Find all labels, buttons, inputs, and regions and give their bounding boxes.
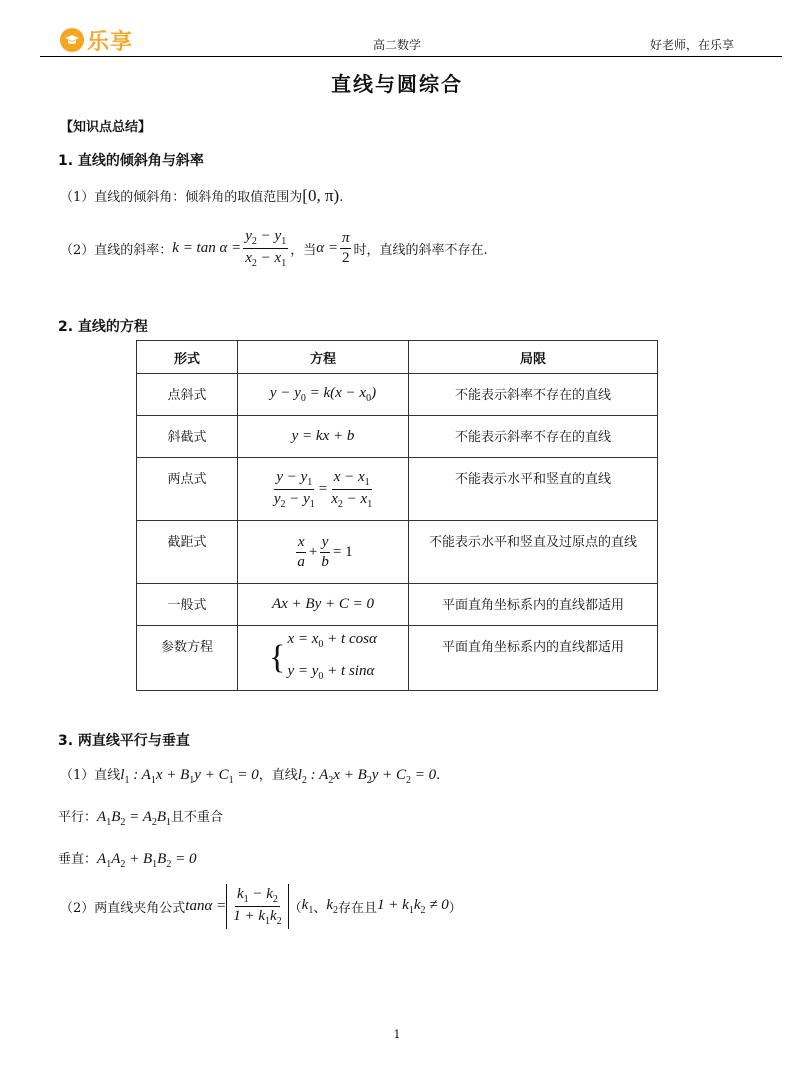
perpendicular-label: 垂直： <box>58 852 98 867</box>
row-equation: { $x = x_0 + t$ cosα $y = y_0 + t$ sinα <box>238 626 409 691</box>
header-equation: 方程 <box>238 341 409 374</box>
line-equation-table <box>136 340 658 691</box>
sec1-line2-post: 时，直线的斜率不存在. <box>353 243 488 258</box>
sec1-line2 <box>60 228 488 269</box>
alpha-eq: α = <box>316 240 338 256</box>
row-limitation: 不能表示水平和竖直及过原点的直线 <box>409 521 658 584</box>
row-limitation: 平面直角坐标系内的直线都适用 <box>409 584 658 626</box>
sec1-line1 <box>60 186 343 206</box>
table-row <box>137 584 658 626</box>
parallel-condition: 平行：$A_1B_2 = A_2B_1$且不重合 <box>58 809 224 828</box>
row-limitation: 不能表示斜率不存在的直线 <box>409 416 658 458</box>
table-row <box>137 416 658 458</box>
slope-formula-lhs: k = tan α = <box>172 240 242 256</box>
row-equation: $\frac{x}{a}$ + $\frac{y}{b}$ = 1 <box>238 521 409 584</box>
angle-formula-abs: $\frac{k_1 - k_2}{1 + k_1k_2}$ <box>226 884 288 929</box>
table-row <box>137 626 658 691</box>
sec3-line2-post: 存在且 <box>338 901 378 916</box>
sec3-line1: （1）直线$l_1$ : $A_1x + B_1y + C_1 = 0$，直线$l_2$ : $A_2x + B_2y + C_2 = 0$. <box>60 767 441 786</box>
row-equation: Ax + By + C = 0 <box>238 584 409 626</box>
range-formula: [0, π) <box>302 186 340 205</box>
row-form: 参数方程 <box>137 626 238 691</box>
row-equation: y = kx + b <box>238 416 409 458</box>
logo-text: 乐享 <box>87 29 134 55</box>
section1-heading: 1. 直线的倾斜角与斜率 <box>58 153 204 169</box>
row-form: 一般式 <box>137 584 238 626</box>
header-limitation: 局限 <box>409 341 658 374</box>
row-limitation: 不能表示水平和竖直的直线 <box>409 458 658 521</box>
sec1-line2-mid: ，当 <box>290 243 317 258</box>
sec3-line2: （2）两直线夹角公式 tanα = $\frac{k_1 - k_2}{1 + k_1k_2}$ （ $k_1$ 、 $k_2$ 存在且 $1 + k_1k_2 \ne 0$ ） <box>60 886 462 927</box>
row-form: 截距式 <box>137 521 238 584</box>
row-equation: $\frac{y - y_1}{y_2 - y_1}$ = $\frac{x - x_1}{x_2 - x_1}$ <box>238 458 409 521</box>
sec3-line2-end: ） <box>448 901 462 916</box>
sec3-line2-pre: （2）两直线夹角公式 <box>60 901 186 916</box>
perpendicular-condition: 垂直：$A_1A_2 + B_1B_2 = 0$ <box>58 851 197 870</box>
table-row <box>137 374 658 416</box>
parallel-post: 且不重合 <box>171 810 224 825</box>
summary-label: 【知识点总结】 <box>60 120 152 135</box>
header-subject: 高二数学 <box>372 38 421 52</box>
slope-fraction: $\frac{y_2 - y_1}{x_2 - x_1}$ <box>245 228 287 269</box>
row-equation: $y - y_0 = k(x - x_0)$ <box>238 374 409 416</box>
table-header-row <box>137 341 658 374</box>
page-title: 直线与圆综合 <box>331 72 463 96</box>
sec3-line1-mid: ，直线 <box>258 768 298 783</box>
row-form: 点斜式 <box>137 374 238 416</box>
page-header <box>0 0 794 58</box>
sec3-line2-sep: 、 <box>313 901 327 916</box>
header-form: 形式 <box>137 341 238 374</box>
page-number: 1 <box>393 1028 401 1041</box>
row-form: 斜截式 <box>137 416 238 458</box>
sec3-line1-pre: （1）直线 <box>60 768 121 783</box>
sec1-line2-pre: （2）直线的斜率： <box>60 243 173 258</box>
sec3-line1-end: . <box>436 768 441 783</box>
parallel-label: 平行： <box>58 810 98 825</box>
table-row <box>137 521 658 584</box>
sec1-line1-end: . <box>339 190 344 205</box>
row-limitation: 平面直角坐标系内的直线都适用 <box>409 626 658 691</box>
header-slogan: 好老师，在乐享 <box>649 38 734 52</box>
row-form: 两点式 <box>137 458 238 521</box>
header-divider <box>40 56 782 57</box>
table-row <box>137 458 658 521</box>
pi-over-2: $\frac{\pi}{2}$ <box>341 230 350 266</box>
row-limitation: 不能表示斜率不存在的直线 <box>409 374 658 416</box>
section2-heading: 2. 直线的方程 <box>58 319 148 335</box>
section3-heading: 3. 两直线平行与垂直 <box>58 733 190 749</box>
sec3-line2-mid: （ <box>288 901 302 916</box>
sec1-line1-text: （1）直线的倾斜角：倾斜角的取值范围为 <box>60 190 303 205</box>
